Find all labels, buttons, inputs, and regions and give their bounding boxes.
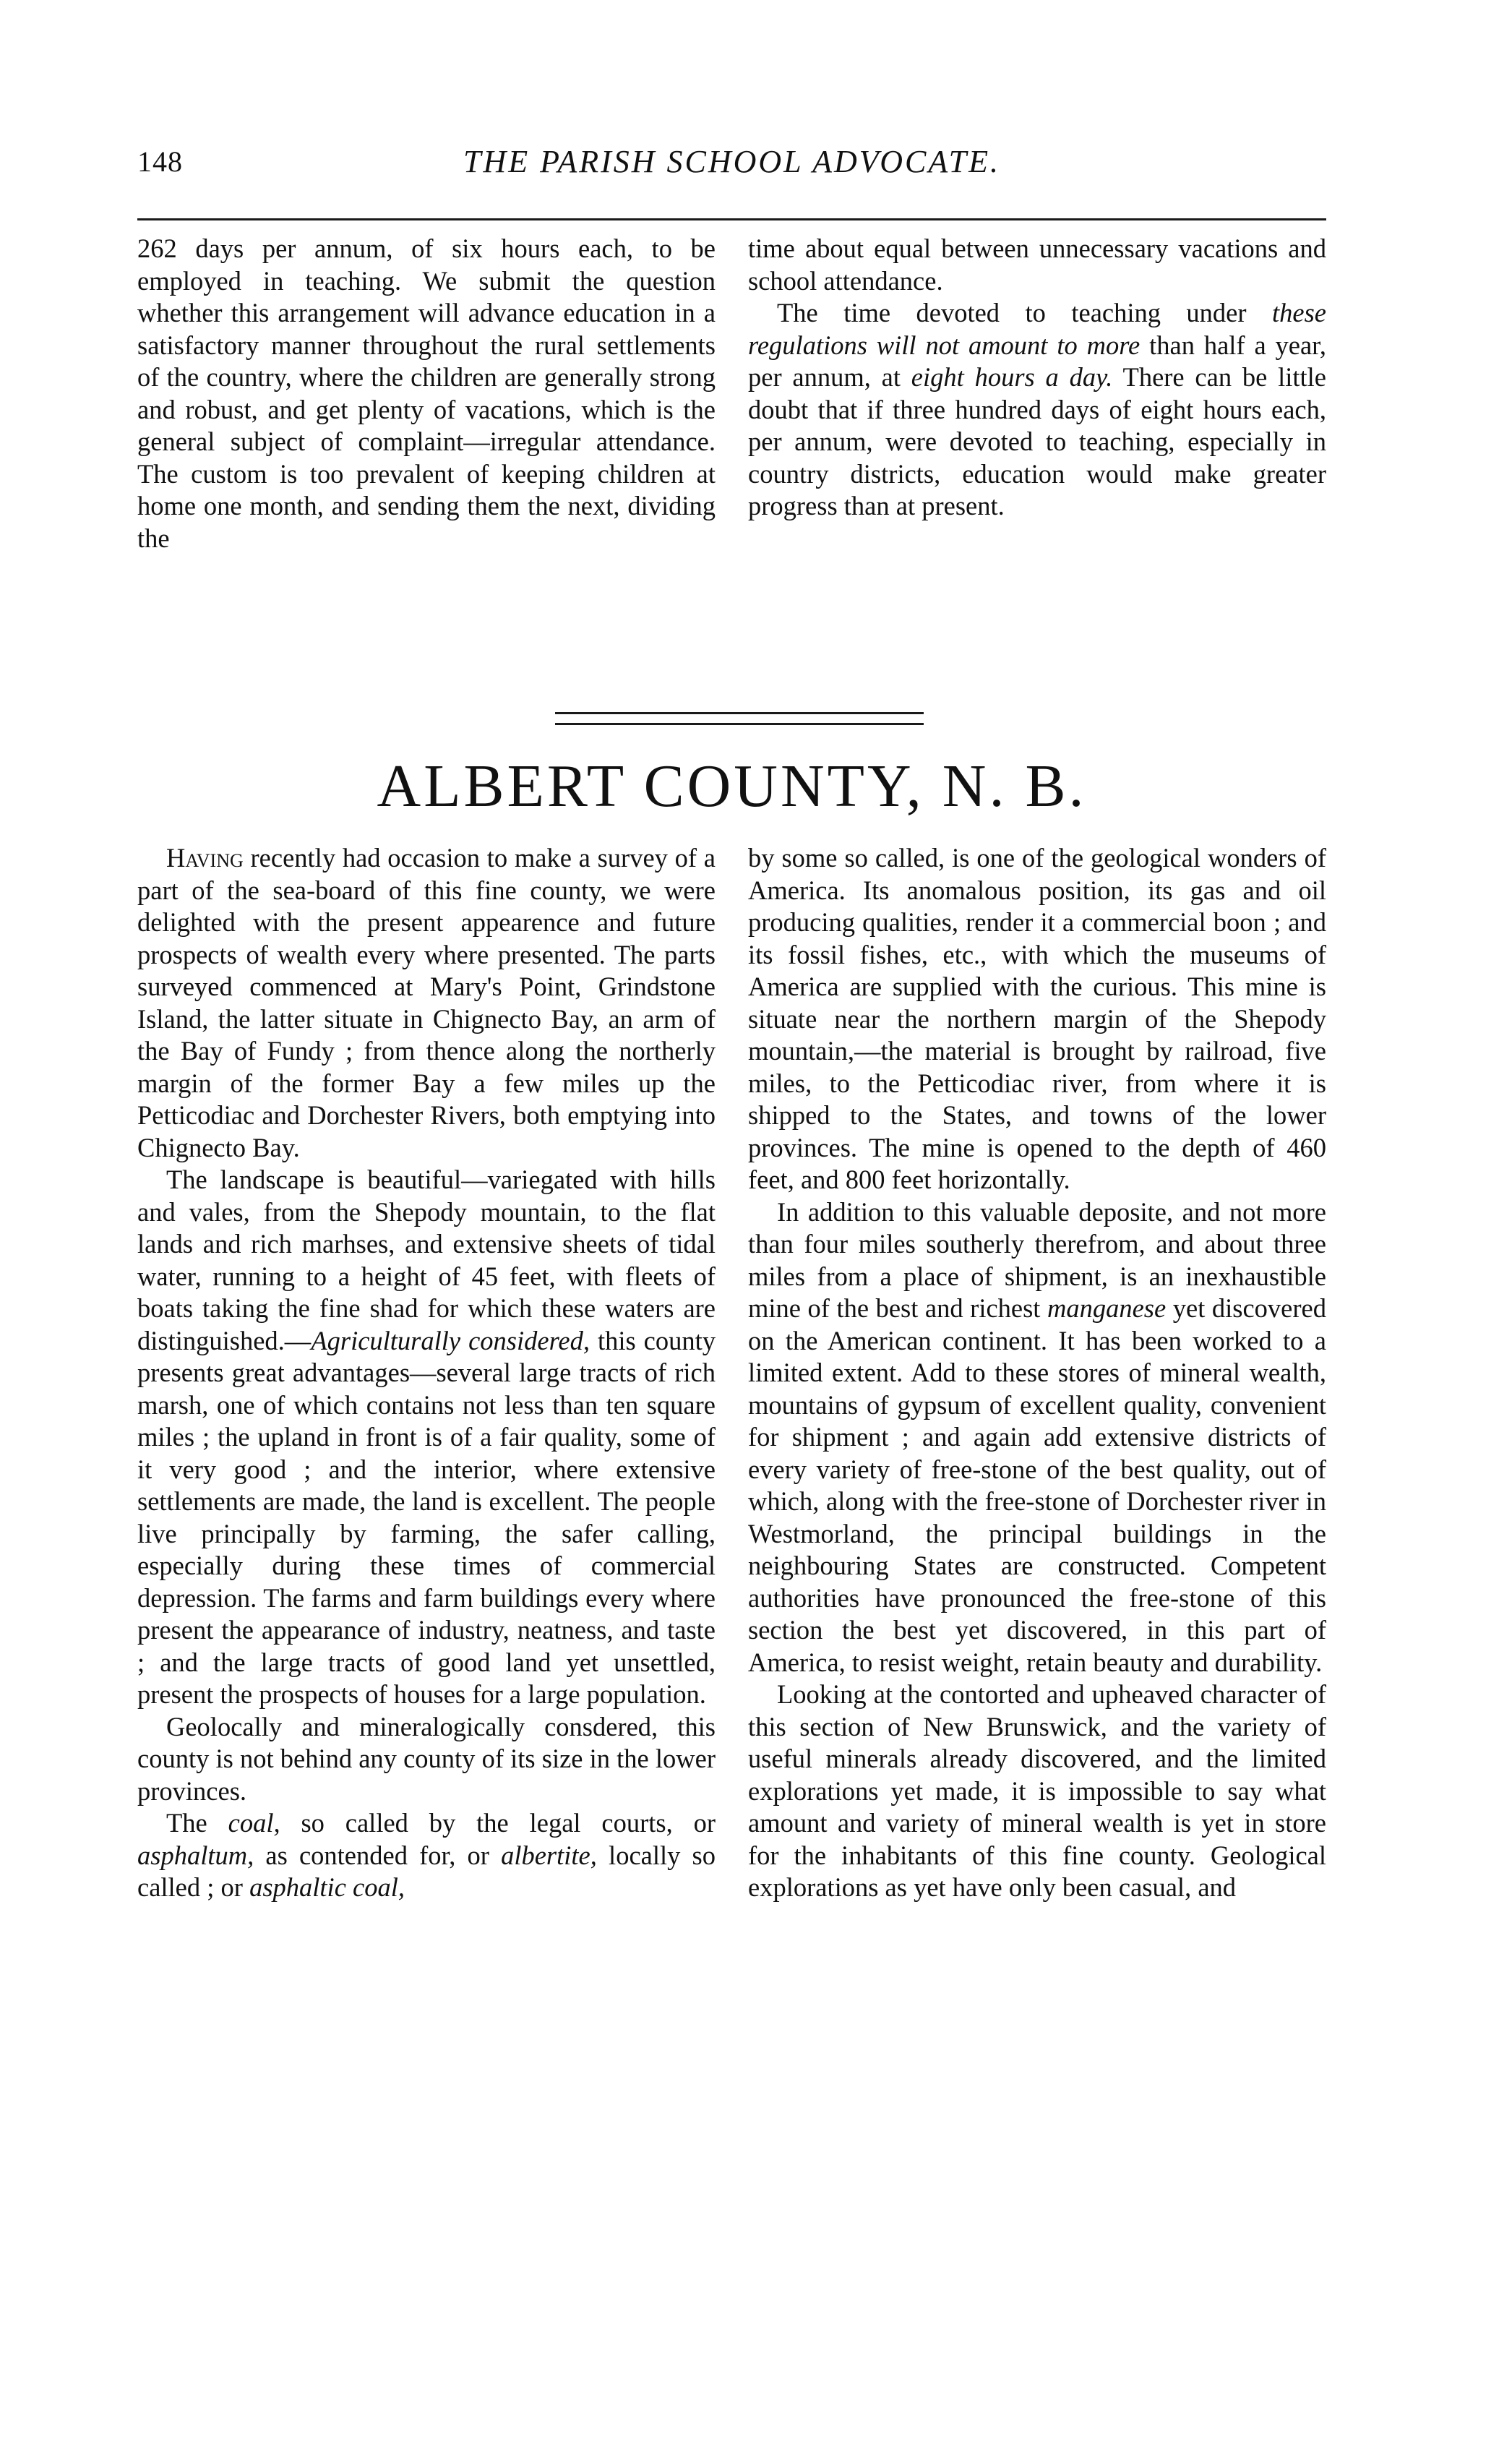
article-paragraph-4	[137, 1807, 716, 1904]
text-run: recently had occasion to make a survey of a part of the sea-board of this fine county, we were delighted with the present appearence and future prospects of wealth every where presented. The parts surveyed commenced at Mary's Point, Grindstone Island, the latter situate in Chignecto Bay, an arm of the Bay of Fundy ; from thence along the northerly margin of the former Bay a few miles up the Petticodiac and Dorchester Rivers, both emptying into Chignecto Bay.	[137, 843, 716, 1162]
article-paragraph-7: Looking at the contorted and upheaved character of this section of New Brunswick, and the variety of useful minerals already discovered, and the limited explorations yet made, it is impossible to say what amount and variety of mineral wealth is yet in store for the inhabitants of this fine county. Geological explorations as yet have only been casual, and	[748, 1679, 1326, 1902]
italic-run: these regulations will not amount to more	[748, 298, 1326, 360]
text-run: yet discovered on the American continent. It has been worked to a limited extent. Add to these stores of mineral wealth, mountains of gypsum of excellent quality, convenient for shipment ; and again add extensive districts of every variety of free-stone of the best quality, out of which, along with the free-stone of Dorchester river in Westmorland, the principal buildings in the neighbouring States are constructed. Competent authorities have pronounced the free-stone of this section the best yet discovered, in this part of America, to resist weight, retain beauty and durability.	[748, 1293, 1326, 1677]
top-right-column	[748, 233, 1326, 523]
text-run: The	[166, 1808, 228, 1838]
article-paragraph-1	[137, 842, 716, 1164]
italic-run: Agriculturally considered,	[311, 1325, 590, 1355]
text-run: locally so called ; or	[137, 1840, 716, 1902]
header-rule	[137, 218, 1326, 220]
article-left-column	[137, 842, 716, 1904]
section-divider	[555, 712, 924, 725]
italic-run: albertite,	[501, 1840, 597, 1870]
article-paragraph-5: by some so called, is one of the geological wonders of America. Its anomalous position, its gas and oil producing qualities, render it a commercial boon ; and its fossil fishes, etc., with which the museums of America are supplied with the curious. This mine is situate near the northern margin of the Shepody mountain,—the material is brought by railroad, five miles, to the Petticodiac river, from where it is shipped to the States, and towns of the lower provinces. The mine is opened to the depth of 460 feet, and 800 feet horizontally.	[748, 843, 1326, 1194]
top-right-paragraph-1: time about equal between unnecessary vacations and school attendance.	[748, 233, 1326, 296]
article-paragraph-2	[137, 1164, 716, 1711]
text-run: this county presents great advantages—several large tracts of rich marsh, one of which contains not less than ten square miles ; the upland in front is of a fair quality, some of it very good ; and the interior, where extensive settlements are made, the land is excellent. The people live principally by farming, the safer calling, especially during these times of commercial depression. The farms and farm buildings every where present the appearance of industry, neatness, and taste ; and the large tracts of good land yet unsettled, present the prospects of houses for a large population.	[137, 1325, 716, 1709]
article-paragraph-6	[748, 1196, 1326, 1679]
text-run: The time devoted to teaching under	[777, 298, 1272, 327]
top-left-column	[137, 233, 716, 554]
text-run: as contended for, or	[254, 1840, 502, 1870]
top-right-paragraph-2	[748, 297, 1326, 523]
page-header	[137, 139, 1326, 189]
text-run: In addition to this valuable deposite, and not more than four miles southerly therefrom, and about three miles from a place of shipment, is an inexhaustible mine of the best and richest	[748, 1196, 1326, 1323]
text-run: so called by the legal courts, or	[280, 1808, 716, 1838]
text-run: There can be little doubt that if three hundred days of eight hours each, per annum, were devoted to teaching, especially in country districts, education would make greater progress than at present.	[748, 362, 1327, 520]
opening-word: Having	[166, 843, 244, 873]
italic-run: manganese	[1047, 1293, 1167, 1323]
italic-run: asphaltic coal,	[249, 1872, 405, 1902]
page-number: 148	[137, 145, 183, 178]
italic-run: coal,	[228, 1808, 280, 1838]
text-run: than half a year, per annum, at	[748, 330, 1326, 392]
italic-run: asphaltum,	[137, 1840, 254, 1870]
article-paragraph-3: Geolocally and mineralogically consdered, this county is not behind any county of its size in the lower provinces.	[137, 1711, 716, 1806]
top-left-paragraph: 262 days per annum, of six hours each, to be employed in teaching. We submit the question whether this arrangement will advance education in a satisfactory manner throughout the rural settlements of the country, where the children are generally strong and robust, and get plenty of vacations, which is the general subject of complaint—irregular attendance. The custom is too prevalent of keeping children at home one month, and sending them the next, dividing the	[137, 233, 716, 553]
italic-run: eight hours a day.	[911, 362, 1113, 392]
text-run: The landscape is beautiful—variegated with hills and vales, from the Shepody mountain, to the flat lands and rich marhses, and extensive sheets of tidal water, running to a height of 45 feet, with fleets of boats taking the fine shad for which these waters are distinguished.—	[137, 1165, 716, 1355]
article-right-column	[748, 842, 1326, 1904]
section-title: ALBERT COUNTY, N. B.	[377, 753, 1087, 820]
running-title: THE PARISH SCHOOL ADVOCATE.	[463, 144, 1000, 179]
